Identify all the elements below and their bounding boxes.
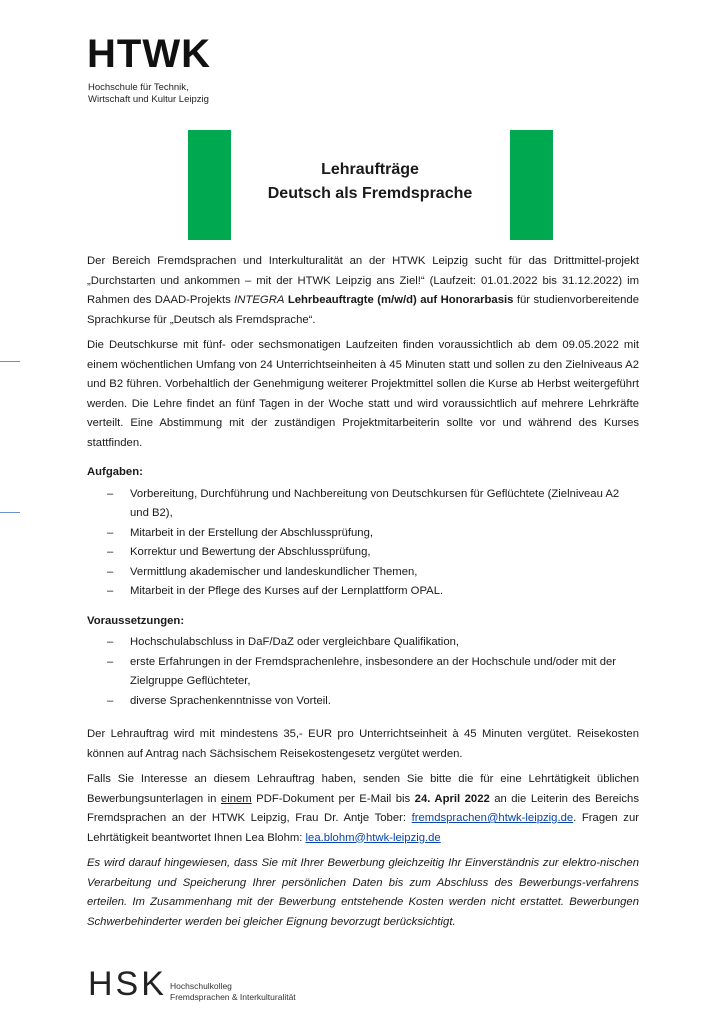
htwk-logo: HTWK	[87, 32, 211, 76]
application-text2: PDF-Dokument per E-Mail bis	[251, 792, 415, 805]
intro-text1: Der Bereich Fremdsprachen und Interkulturalität an der HTWK Leipzig sucht für das Drittmittel-projekt „Durchstarten und ankommen – mit der HTWK Leipzig ans Ziel!“ (Laufzeit: 01.01.2022 bis 31.12.2022) im Rahmen des DAAD-Projekts	[87, 255, 639, 306]
requirement-item: – Hochschulabschluss in DaF/DaZ oder vergleichbare Qualifikation,	[87, 633, 639, 653]
requirements-heading: Voraussetzungen:	[87, 614, 185, 627]
task-item: – Korrektur und Bewertung der Abschlussprüfung,	[87, 543, 639, 563]
page-title	[231, 158, 509, 206]
logo-sub-line1: Hochschule für Technik,	[88, 82, 189, 93]
application-einem: einem	[220, 792, 252, 805]
application-paragraph	[87, 770, 639, 848]
hsk-sub-line1: Hochschulkolleg	[170, 981, 232, 991]
application-text4: . Fragen zur Lehrtätigkeit beantwortet Ihnen Lea Blohm:	[87, 812, 639, 844]
requirements-list	[87, 633, 639, 711]
hsk-logo-subtitle	[170, 981, 296, 1003]
hsk-sub-line2: Fremdsprachen & Interkulturalität	[170, 992, 296, 1002]
tasks-list	[87, 485, 639, 602]
green-bar-right	[510, 130, 553, 240]
task-item: – Mitarbeit in der Pflege des Kurses auf der Lernplattform OPAL.	[87, 582, 639, 602]
intro-bold-position: Lehrbeauftragte (m/w/d) auf Honorarbasis	[287, 294, 514, 306]
margin-mark-top	[0, 361, 20, 362]
margin-mark-bottom	[0, 512, 20, 513]
requirement-item: – diverse Sprachenkenntnisse von Vorteil.	[87, 692, 639, 712]
intro-paragraph	[87, 252, 639, 330]
title-line2: Deutsch als Fremdsprache	[267, 185, 473, 202]
email-link-fremdsprachen[interactable]: fremdsprachen@htwk-leipzig.de	[411, 812, 574, 824]
courses-paragraph: Die Deutschkurse mit fünf- oder sechsmonatigen Laufzeiten finden voraussichtlich ab dem 09.05.2022 mit einem wöchentlichen Umfang von 24 Unterrichtseinheiten à 45 Minuten statt und sollen zu den Zielniveaus A2 und B2 führen. Vorbehaltlich der Genehmigung weiterer Projektmittel sollen die Kurse ab Herbst weitergeführt werden. Die Lehre findet an fünf Tagen in der Woche statt und wird voraussichtlich auf mehrere Lehrkräfte verteilt. Eine Abstimmung mit der zuständigen Projektmitarbeiterin sollte vor und während des Kurses stattfinden.	[87, 339, 639, 449]
task-item: – Vorbereitung, Durchführung und Nachbereitung von Deutschkursen für Geflüchtete (Zielniveau A2 und B2),	[87, 485, 639, 524]
document-body	[87, 252, 639, 938]
intro-text2: für studienvorbereitende Sprachkurse für „Deutsch als Fremdsprache“.	[87, 294, 639, 326]
payment-paragraph: Der Lehrauftrag wird mit mindestens 35,- EUR pro Unterrichtseinheit à 45 Minuten vergütet. Reisekosten können auf Antrag nach Sächsischem Reisekostengesetz vergütet werden.	[87, 728, 639, 760]
tasks-heading: Aufgaben:	[87, 466, 143, 478]
htwk-logo-subtitle	[88, 82, 209, 106]
requirement-item: – erste Erfahrungen in der Fremdsprachenlehre, insbesondere an der Hochschule und/oder mit der Zielgruppe Geflüchteter,	[87, 653, 639, 692]
task-item: – Mitarbeit in der Erstellung der Abschlussprüfung,	[87, 524, 639, 544]
task-item: – Vermittlung akademischer und landeskundlicher Themen,	[87, 563, 639, 583]
application-text1: Falls Sie Interesse an diesem Lehrauftrag haben, senden Sie bitte die für eine Lehrtätigkeit üblichen Bewerbungsunterlagen in	[87, 773, 639, 805]
email-link-blohm[interactable]: lea.blohm@htwk-leipzig.de	[305, 831, 441, 844]
logo-sub-line2: Wirtschaft und Kultur Leipzig	[88, 94, 209, 105]
privacy-notice: Es wird darauf hingewiesen, dass Sie mit Ihrer Bewerbung gleichzeitig Ihr Einverständnis zur elektro-nischen Verarbeitung und Speicherung Ihrer persönlichen Daten bis zum Abschluss des Bewerbungs-verfahrens erteilen. Im Zusammenhang mit der Bewerbung entstehende Kosten werden nicht erstattet. Bewerbungen Schwerbehinderter werden bei gleicher Eignung bevorzugt berücksichtigt.	[87, 857, 639, 928]
integra-label: INTEGRA	[234, 294, 285, 306]
hsk-logo: HSK	[88, 965, 167, 1003]
green-bar-left	[188, 130, 231, 240]
title-line1: Lehraufträge	[321, 161, 419, 178]
application-text3: an die Leiterin des Bereichs Fremdsprachen an der HTWK Leipzig, Frau Dr. Antje Tober:	[87, 792, 639, 824]
application-deadline: 24. April 2022	[414, 792, 490, 805]
